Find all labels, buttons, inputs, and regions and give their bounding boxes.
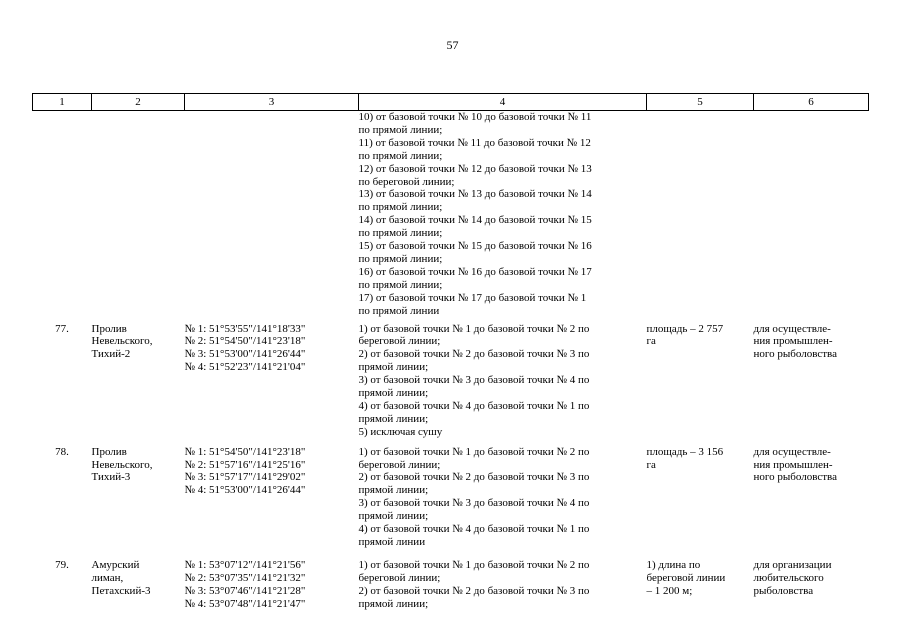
description-cell [359,111,647,318]
description-cell [359,439,647,549]
header-col-2: 2 [92,94,185,111]
description-line: 16) от базовой точки № 16 до базовой точки № 17 [358,265,592,278]
area-name-line: Петахский-3 [91,584,151,597]
area-name-line: Тихий-2 [91,348,131,361]
description-line: 4) от базовой точки № 4 до базовой точки № 1 по [358,399,590,412]
description-line: по прямой линии; [358,252,443,265]
description-line: 17) от базовой точки № 17 до базовой точки № 1 [358,291,587,304]
coordinates-cell [185,439,359,549]
area-name-cell [92,549,185,611]
purpose-line: любительского [753,571,824,584]
area-line: – 1 200 м; [646,584,693,597]
coordinate-line: № 3: 53°07'46"/141°21'28" [184,584,306,597]
header-col-3: 3 [185,94,359,111]
description-line: 14) от базовой точки № 14 до базовой точки № 15 [358,214,592,227]
area-line: га [646,335,656,348]
coordinate-line: № 1: 53°07'12"/141°21'56" [184,558,306,571]
purpose-line: для организации [753,558,832,571]
area-line: площадь – 3 156 [646,445,724,458]
area-name-line: лиман, [91,571,124,584]
description-line: по прямой линии; [358,278,443,291]
description-line: прямой линии; [358,387,429,400]
description-line: 5) исключая сушу [358,425,443,438]
purpose-line: для осуществле- [753,322,831,335]
description-cell [359,318,647,439]
purpose-cell [754,549,869,611]
description-line: береговой линии; [358,571,441,584]
row-number: 79. [55,558,69,571]
coordinate-line: № 2: 53°07'35"/141°21'32" [184,571,306,584]
coordinates-cell [185,318,359,439]
fishing-areas-table [32,93,869,611]
description-line: прямой линии; [358,361,429,374]
description-line: прямой линии [358,536,426,548]
coordinate-line: № 1: 51°54'50"/141°23'18" [184,445,306,458]
description-line: 4) от базовой точки № 4 до базовой точки № 1 по [358,523,590,536]
area-cell [647,318,754,439]
table-row-continuation [33,111,869,318]
purpose-cell [754,439,869,549]
description-line: по прямой линии [358,304,440,317]
description-line: береговой линии; [358,458,441,471]
description-line: 2) от базовой точки № 2 до базовой точки № 3 по [358,348,590,361]
area-cell [647,439,754,549]
description-line: по береговой линии; [358,175,455,188]
description-line: прямой линии; [358,597,429,610]
coordinate-line: № 2: 51°57'16"/141°25'16" [184,458,306,471]
description-cell [359,549,647,611]
coordinate-line: № 4: 53°07'48"/141°21'47" [184,597,306,610]
purpose-line: ния промышлен- [753,335,833,348]
table-row [33,549,869,611]
purpose-line: ного рыболовства [753,348,837,361]
area-line: 1) длина по [646,558,701,571]
description-line: 11) от базовой точки № 11 до базовой точки № 12 [358,136,591,149]
coordinate-line: № 4: 51°52'23"/141°21'04" [184,361,306,374]
description-line: 12) от базовой точки № 12 до базовой точки № 13 [358,162,592,175]
purpose-line: для осуществле- [753,445,831,458]
description-line: береговой линии; [358,335,441,348]
header-col-4: 4 [359,94,647,111]
purpose-cell [754,318,869,439]
area-name-line: Пролив [91,445,127,458]
description-line: по прямой линии; [358,227,443,240]
coordinate-line: № 3: 51°57'17"/141°29'02" [184,471,306,484]
purpose-line: рыболовства [753,584,814,597]
row-number: 77. [55,322,69,335]
area-name-cell [92,318,185,439]
table-row [33,439,869,549]
area-cell [647,549,754,611]
description-line: 13) от базовой точки № 13 до базовой точки № 14 [358,188,592,201]
description-line: по прямой линии; [358,201,443,214]
header-col-6: 6 [754,94,869,111]
page-number: 57 [446,38,459,52]
coordinate-line: № 3: 51°53'00"/141°26'44" [184,348,306,361]
table-row [33,318,869,439]
description-line: прямой линии; [358,484,429,497]
coordinate-line: № 1: 51°53'55"/141°18'33" [184,322,306,335]
coordinates-cell [185,549,359,611]
description-line: 1) от базовой точки № 1 до базовой точки № 2 по [358,322,590,335]
row-number: 78. [55,445,69,458]
description-line: 15) от базовой точки № 15 до базовой точки № 16 [358,240,592,253]
coordinate-line: № 2: 51°54'50"/141°23'18" [184,335,306,348]
description-line: 2) от базовой точки № 2 до базовой точки № 3 по [358,584,590,597]
purpose-line: ния промышлен- [753,458,833,471]
purpose-line: ного рыболовства [753,471,837,484]
description-line: 3) от базовой точки № 3 до базовой точки № 4 по [358,497,590,510]
area-line: площадь – 2 757 [646,322,724,335]
area-line: га [646,458,656,471]
coordinate-line: № 4: 51°53'00"/141°26'44" [184,484,306,497]
area-name-line: Тихий-3 [91,471,131,484]
area-name-line: Амурский [91,558,140,571]
description-line: прямой линии; [358,510,429,523]
area-name-line: Невельского, [91,458,153,471]
description-line: по прямой линии; [358,123,443,136]
description-line: по прямой линии; [358,149,443,162]
header-col-5: 5 [647,94,754,111]
description-line: 2) от базовой точки № 2 до базовой точки № 3 по [358,471,590,484]
description-line: 1) от базовой точки № 1 до базовой точки № 2 по [358,445,590,458]
header-col-1: 1 [33,94,92,111]
area-name-line: Невельского, [91,335,153,348]
description-line: 1) от базовой точки № 1 до базовой точки № 2 по [358,558,590,571]
description-line: прямой линии; [358,412,429,425]
area-line: береговой линии [646,571,726,584]
description-line: 10) от базовой точки № 10 до базовой точки № 11 [358,111,592,123]
area-name-cell [92,439,185,549]
area-name-line: Пролив [91,322,127,335]
description-line: 3) от базовой точки № 3 до базовой точки № 4 по [358,374,590,387]
header-row [33,94,869,111]
